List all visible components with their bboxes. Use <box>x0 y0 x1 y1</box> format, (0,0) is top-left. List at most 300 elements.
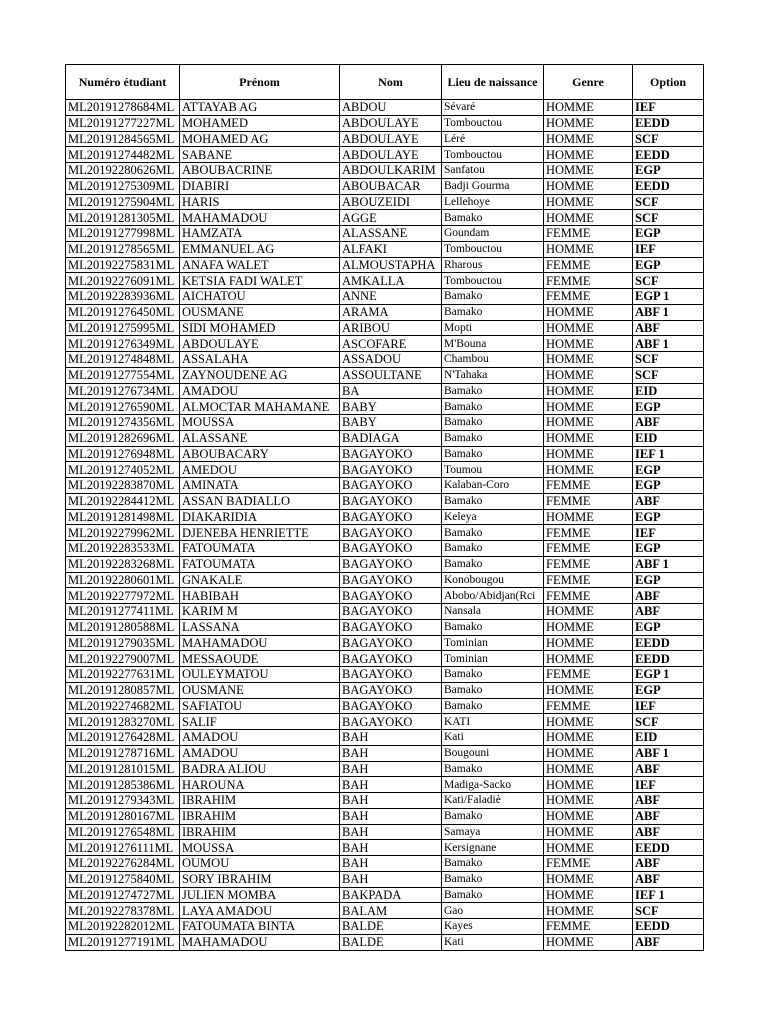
birthplace-cell: Bougouni <box>442 745 544 761</box>
first-name-cell: KARIM M <box>180 604 340 620</box>
option-cell: ABF <box>633 415 704 431</box>
gender-cell: HOMME <box>544 462 633 478</box>
birthplace-cell: Tombouctou <box>442 273 544 289</box>
first-name-cell: AICHATOU <box>180 289 340 305</box>
table-row <box>66 336 704 352</box>
birthplace-cell: Bamako <box>442 761 544 777</box>
student-number-cell: ML20192274682ML <box>66 698 180 714</box>
table-row <box>66 210 704 226</box>
table-row <box>66 588 704 604</box>
table-row <box>66 289 704 305</box>
birthplace-cell: Bamako <box>442 383 544 399</box>
last-name-cell: AGGE <box>340 210 442 226</box>
birthplace-cell: Kersignane <box>442 840 544 856</box>
option-cell: IEF <box>633 241 704 257</box>
first-name-cell: MAHAMADOU <box>180 934 340 950</box>
last-name-cell: ABOUZEIDI <box>340 194 442 210</box>
option-cell: ABF <box>633 856 704 872</box>
last-name-cell: ARAMA <box>340 304 442 320</box>
gender-cell: FEMME <box>544 919 633 935</box>
option-cell: EEDD <box>633 840 704 856</box>
option-cell: EGP 1 <box>633 289 704 305</box>
last-name-cell: BABY <box>340 399 442 415</box>
option-cell: SCF <box>633 367 704 383</box>
last-name-cell: BAGAYOKO <box>340 588 442 604</box>
option-cell: IEF <box>633 100 704 116</box>
last-name-cell: BAH <box>340 730 442 746</box>
student-number-cell: ML20192283936ML <box>66 289 180 305</box>
table-row <box>66 635 704 651</box>
student-number-cell: ML20191276428ML <box>66 730 180 746</box>
birthplace-cell: Bamako <box>442 682 544 698</box>
last-name-cell: BAGAYOKO <box>340 462 442 478</box>
table-row <box>66 619 704 635</box>
first-name-cell: EMMANUEL AG <box>180 241 340 257</box>
student-number-cell: ML20192283268ML <box>66 556 180 572</box>
first-name-cell: MAHAMADOU <box>180 210 340 226</box>
table-row <box>66 808 704 824</box>
birthplace-cell: Chambou <box>442 352 544 368</box>
gender-cell: HOMME <box>544 824 633 840</box>
first-name-cell: ATTAYAB AG <box>180 100 340 116</box>
table-row <box>66 903 704 919</box>
last-name-cell: BADIAGA <box>340 430 442 446</box>
student-number-cell: ML20191280857ML <box>66 682 180 698</box>
student-number-cell: ML20192279962ML <box>66 525 180 541</box>
student-number-cell: ML20191278716ML <box>66 745 180 761</box>
student-number-cell: ML20191274727ML <box>66 887 180 903</box>
student-number-cell: ML20192280626ML <box>66 163 180 179</box>
option-cell: SCF <box>633 714 704 730</box>
table-row <box>66 273 704 289</box>
student-number-cell: ML20191276548ML <box>66 824 180 840</box>
gender-cell: HOMME <box>544 178 633 194</box>
last-name-cell: ANNE <box>340 289 442 305</box>
first-name-cell: ASSALAHA <box>180 352 340 368</box>
first-name-cell: HAMZATA <box>180 226 340 242</box>
last-name-cell: BAGAYOKO <box>340 478 442 494</box>
last-name-cell: ABDOULKARIM <box>340 163 442 179</box>
birthplace-cell: Bamako <box>442 541 544 557</box>
last-name-cell: BAGAYOKO <box>340 556 442 572</box>
first-name-cell: ALASSANE <box>180 430 340 446</box>
table-row <box>66 698 704 714</box>
student-number-cell: ML20191278565ML <box>66 241 180 257</box>
first-name-cell: ABDOULAYE <box>180 336 340 352</box>
table-row <box>66 304 704 320</box>
option-cell: ABF <box>633 588 704 604</box>
option-cell: ABF <box>633 824 704 840</box>
birthplace-cell: N'Tahaka <box>442 367 544 383</box>
gender-cell: HOMME <box>544 446 633 462</box>
first-name-cell: AMEDOU <box>180 462 340 478</box>
birthplace-cell: M'Bouna <box>442 336 544 352</box>
last-name-cell: BAKPADA <box>340 887 442 903</box>
student-number-cell: ML20191274356ML <box>66 415 180 431</box>
birthplace-cell: Bamako <box>442 430 544 446</box>
gender-cell: HOMME <box>544 808 633 824</box>
table-row <box>66 367 704 383</box>
student-number-cell: ML20191277998ML <box>66 226 180 242</box>
birthplace-cell: Toumou <box>442 462 544 478</box>
student-number-cell: ML20191276349ML <box>66 336 180 352</box>
first-name-cell: SORY IBRAHIM <box>180 871 340 887</box>
gender-cell: HOMME <box>544 934 633 950</box>
first-name-cell: IBRAHIM <box>180 808 340 824</box>
first-name-cell: ABOUBACRINE <box>180 163 340 179</box>
table-row <box>66 667 704 683</box>
table-row <box>66 682 704 698</box>
gender-cell: FEMME <box>544 493 633 509</box>
birthplace-cell: Lellehoye <box>442 194 544 210</box>
last-name-cell: ABDOULAYE <box>340 131 442 147</box>
first-name-cell: OUSMANE <box>180 304 340 320</box>
birthplace-cell: Tominian <box>442 651 544 667</box>
option-cell: EID <box>633 383 704 399</box>
gender-cell: HOMME <box>544 304 633 320</box>
table-row <box>66 478 704 494</box>
birthplace-cell: Konobougou <box>442 572 544 588</box>
gender-cell: HOMME <box>544 399 633 415</box>
last-name-cell: BAH <box>340 745 442 761</box>
student-number-cell: ML20192283533ML <box>66 541 180 557</box>
gender-cell: FEMME <box>544 667 633 683</box>
student-number-cell: ML20191279035ML <box>66 635 180 651</box>
option-cell: EGP <box>633 619 704 635</box>
table-row <box>66 919 704 935</box>
table-row <box>66 241 704 257</box>
gender-cell: HOMME <box>544 352 633 368</box>
last-name-cell: BAH <box>340 840 442 856</box>
gender-cell: HOMME <box>544 147 633 163</box>
table-row <box>66 383 704 399</box>
birthplace-cell: Nansala <box>442 604 544 620</box>
last-name-cell: BALDE <box>340 934 442 950</box>
student-number-cell: ML20192276284ML <box>66 856 180 872</box>
last-name-cell: BAGAYOKO <box>340 446 442 462</box>
table-row <box>66 100 704 116</box>
first-name-cell: FATOUMATA BINTA <box>180 919 340 935</box>
gender-cell: HOMME <box>544 761 633 777</box>
option-cell: ABF 1 <box>633 556 704 572</box>
first-name-cell: IBRAHIM <box>180 824 340 840</box>
last-name-cell: BAH <box>340 793 442 809</box>
option-cell: EGP <box>633 462 704 478</box>
gender-cell: HOMME <box>544 115 633 131</box>
last-name-cell: BAGAYOKO <box>340 714 442 730</box>
birthplace-cell: Bamako <box>442 556 544 572</box>
student-number-cell: ML20191285386ML <box>66 777 180 793</box>
gender-cell: FEMME <box>544 588 633 604</box>
last-name-cell: BAH <box>340 808 442 824</box>
gender-cell: FEMME <box>544 273 633 289</box>
birthplace-cell: Bamako <box>442 415 544 431</box>
last-name-cell: BAGAYOKO <box>340 651 442 667</box>
last-name-cell: AMKALLA <box>340 273 442 289</box>
option-cell: ABF 1 <box>633 336 704 352</box>
option-cell: ABF <box>633 493 704 509</box>
table-row <box>66 147 704 163</box>
birthplace-cell: Tominian <box>442 635 544 651</box>
gender-cell: HOMME <box>544 100 633 116</box>
student-number-cell: ML20192277631ML <box>66 667 180 683</box>
birthplace-cell: Kayes <box>442 919 544 935</box>
first-name-cell: AMADOU <box>180 745 340 761</box>
gender-cell: HOMME <box>544 745 633 761</box>
table-row <box>66 556 704 572</box>
first-name-cell: HABIBAH <box>180 588 340 604</box>
table-row <box>66 604 704 620</box>
last-name-cell: ASSOULTANE <box>340 367 442 383</box>
table-row <box>66 430 704 446</box>
last-name-cell: BAGAYOKO <box>340 698 442 714</box>
birthplace-cell: Kati/Faladiè <box>442 793 544 809</box>
birthplace-cell: Bamako <box>442 446 544 462</box>
student-number-cell: ML20192277972ML <box>66 588 180 604</box>
student-number-cell: ML20191274482ML <box>66 147 180 163</box>
birthplace-cell: Bamako <box>442 399 544 415</box>
birthplace-cell: Madiga-Sacko <box>442 777 544 793</box>
first-name-cell: KETSIA FADI WALET <box>180 273 340 289</box>
birthplace-cell: Goundam <box>442 226 544 242</box>
table-row <box>66 131 704 147</box>
option-cell: IEF <box>633 525 704 541</box>
option-cell: EGP <box>633 509 704 525</box>
last-name-cell: ABDOULAYE <box>340 115 442 131</box>
birthplace-cell: Abobo/Abidjan(Rci <box>442 588 544 604</box>
last-name-cell: BABY <box>340 415 442 431</box>
student-number-cell: ML20191274848ML <box>66 352 180 368</box>
last-name-cell: ASCOFARE <box>340 336 442 352</box>
first-name-cell: OUSMANE <box>180 682 340 698</box>
gender-cell: FEMME <box>544 572 633 588</box>
birthplace-cell: Bamako <box>442 289 544 305</box>
gender-cell: HOMME <box>544 793 633 809</box>
student-number-cell: ML20191279343ML <box>66 793 180 809</box>
first-name-cell: LASSANA <box>180 619 340 635</box>
option-cell: ABF <box>633 320 704 336</box>
birthplace-cell: Kati <box>442 730 544 746</box>
gender-cell: HOMME <box>544 131 633 147</box>
first-name-cell: AMADOU <box>180 730 340 746</box>
last-name-cell: BAGAYOKO <box>340 619 442 635</box>
gender-cell: HOMME <box>544 320 633 336</box>
student-number-cell: ML20191281305ML <box>66 210 180 226</box>
header-option: Option <box>633 65 704 100</box>
table-row <box>66 509 704 525</box>
student-number-cell: ML20192279007ML <box>66 651 180 667</box>
gender-cell: HOMME <box>544 714 633 730</box>
birthplace-cell: Bamako <box>442 698 544 714</box>
birthplace-cell: Bamako <box>442 667 544 683</box>
table-row <box>66 115 704 131</box>
table-row <box>66 163 704 179</box>
first-name-cell: ABOUBACARY <box>180 446 340 462</box>
last-name-cell: ALMOUSTAPHA <box>340 257 442 273</box>
option-cell: EID <box>633 430 704 446</box>
first-name-cell: JULIEN MOMBA <box>180 887 340 903</box>
first-name-cell: DIAKARIDIA <box>180 509 340 525</box>
gender-cell: FEMME <box>544 556 633 572</box>
table-row <box>66 415 704 431</box>
table-row <box>66 541 704 557</box>
table-row <box>66 352 704 368</box>
birthplace-cell: Tombouctou <box>442 241 544 257</box>
gender-cell: HOMME <box>544 682 633 698</box>
gender-cell: FEMME <box>544 525 633 541</box>
option-cell: EEDD <box>633 178 704 194</box>
student-number-cell: ML20191282696ML <box>66 430 180 446</box>
table-row <box>66 525 704 541</box>
birthplace-cell: Bamako <box>442 304 544 320</box>
last-name-cell: BAH <box>340 761 442 777</box>
header-row <box>66 65 704 100</box>
student-number-cell: ML20191277554ML <box>66 367 180 383</box>
student-number-cell: ML20192282012ML <box>66 919 180 935</box>
last-name-cell: BAGAYOKO <box>340 509 442 525</box>
gender-cell: FEMME <box>544 541 633 557</box>
student-number-cell: ML20191275840ML <box>66 871 180 887</box>
option-cell: SCF <box>633 131 704 147</box>
gender-cell: HOMME <box>544 730 633 746</box>
last-name-cell: BAGAYOKO <box>340 667 442 683</box>
birthplace-cell: KATI <box>442 714 544 730</box>
first-name-cell: MAHAMADOU <box>180 635 340 651</box>
header-birthplace: Lieu de naissance <box>442 65 544 100</box>
first-name-cell: HARIS <box>180 194 340 210</box>
table-row <box>66 399 704 415</box>
option-cell: EGP <box>633 257 704 273</box>
gender-cell: HOMME <box>544 509 633 525</box>
option-cell: ABF <box>633 934 704 950</box>
first-name-cell: MOUSSA <box>180 415 340 431</box>
first-name-cell: ALMOCTAR MAHAMANE <box>180 399 340 415</box>
table-row <box>66 446 704 462</box>
last-name-cell: BAH <box>340 777 442 793</box>
student-number-cell: ML20192275831ML <box>66 257 180 273</box>
option-cell: ABF <box>633 793 704 809</box>
first-name-cell: BADRA ALIOU <box>180 761 340 777</box>
option-cell: ABF <box>633 761 704 777</box>
birthplace-cell: Bamako <box>442 871 544 887</box>
gender-cell: HOMME <box>544 430 633 446</box>
option-cell: EEDD <box>633 147 704 163</box>
gender-cell: HOMME <box>544 619 633 635</box>
table-row <box>66 777 704 793</box>
student-number-cell: ML20191275309ML <box>66 178 180 194</box>
student-number-cell: ML20191284565ML <box>66 131 180 147</box>
last-name-cell: ABDOULAYE <box>340 147 442 163</box>
first-name-cell: AMADOU <box>180 383 340 399</box>
option-cell: EEDD <box>633 651 704 667</box>
last-name-cell: ABOUBACAR <box>340 178 442 194</box>
gender-cell: HOMME <box>544 840 633 856</box>
option-cell: EGP <box>633 682 704 698</box>
first-name-cell: SABANE <box>180 147 340 163</box>
gender-cell: HOMME <box>544 210 633 226</box>
student-number-cell: ML20191278684ML <box>66 100 180 116</box>
first-name-cell: AMINATA <box>180 478 340 494</box>
last-name-cell: BALAM <box>340 903 442 919</box>
student-number-cell: ML20192276091ML <box>66 273 180 289</box>
last-name-cell: BALDE <box>340 919 442 935</box>
option-cell: EGP <box>633 572 704 588</box>
table-body <box>66 100 704 951</box>
table-row <box>66 493 704 509</box>
first-name-cell: OULEYMATOU <box>180 667 340 683</box>
student-number-cell: ML20191275995ML <box>66 320 180 336</box>
gender-cell: HOMME <box>544 383 633 399</box>
first-name-cell: SAFIATOU <box>180 698 340 714</box>
table-row <box>66 178 704 194</box>
last-name-cell: ALASSANE <box>340 226 442 242</box>
first-name-cell: IBRAHIM <box>180 793 340 809</box>
gender-cell: FEMME <box>544 478 633 494</box>
option-cell: EGP <box>633 226 704 242</box>
gender-cell: HOMME <box>544 903 633 919</box>
first-name-cell: GNAKALE <box>180 572 340 588</box>
option-cell: ABF <box>633 871 704 887</box>
first-name-cell: DJENEBA HENRIETTE <box>180 525 340 541</box>
header-gender: Genre <box>544 65 633 100</box>
first-name-cell: HAROUNA <box>180 777 340 793</box>
first-name-cell: ANAFA WALET <box>180 257 340 273</box>
student-number-cell: ML20192278378ML <box>66 903 180 919</box>
student-number-cell: ML20191281015ML <box>66 761 180 777</box>
table-row <box>66 856 704 872</box>
header-student-number: Numéro étudiant <box>66 65 180 100</box>
table-row <box>66 194 704 210</box>
first-name-cell: MOUSSA <box>180 840 340 856</box>
gender-cell: FEMME <box>544 226 633 242</box>
birthplace-cell: Samaya <box>442 824 544 840</box>
option-cell: SCF <box>633 352 704 368</box>
table-row <box>66 840 704 856</box>
birthplace-cell: Sanfatou <box>442 163 544 179</box>
last-name-cell: BAGAYOKO <box>340 493 442 509</box>
option-cell: SCF <box>633 194 704 210</box>
table-row <box>66 257 704 273</box>
gender-cell: FEMME <box>544 289 633 305</box>
table-header <box>66 65 704 100</box>
last-name-cell: BAGAYOKO <box>340 604 442 620</box>
first-name-cell: DIABIRI <box>180 178 340 194</box>
last-name-cell: ABDOU <box>340 100 442 116</box>
student-number-cell: ML20191277411ML <box>66 604 180 620</box>
last-name-cell: ALFAKI <box>340 241 442 257</box>
birthplace-cell: Mopti <box>442 320 544 336</box>
student-number-cell: ML20191280167ML <box>66 808 180 824</box>
last-name-cell: BAGAYOKO <box>340 525 442 541</box>
birthplace-cell: Keleya <box>442 509 544 525</box>
birthplace-cell: Badji Gourma <box>442 178 544 194</box>
table-row <box>66 793 704 809</box>
birthplace-cell: Bamako <box>442 808 544 824</box>
first-name-cell: MESSAOUDE <box>180 651 340 667</box>
header-last-name: Nom <box>340 65 442 100</box>
option-cell: EGP <box>633 399 704 415</box>
birthplace-cell: Kalaban-Coro <box>442 478 544 494</box>
table-row <box>66 714 704 730</box>
birthplace-cell: Gao <box>442 903 544 919</box>
birthplace-cell: Tombouctou <box>442 115 544 131</box>
gender-cell: HOMME <box>544 604 633 620</box>
table-row <box>66 730 704 746</box>
student-number-cell: ML20191276590ML <box>66 399 180 415</box>
first-name-cell: SALIF <box>180 714 340 730</box>
option-cell: EEDD <box>633 115 704 131</box>
birthplace-cell: Bamako <box>442 619 544 635</box>
